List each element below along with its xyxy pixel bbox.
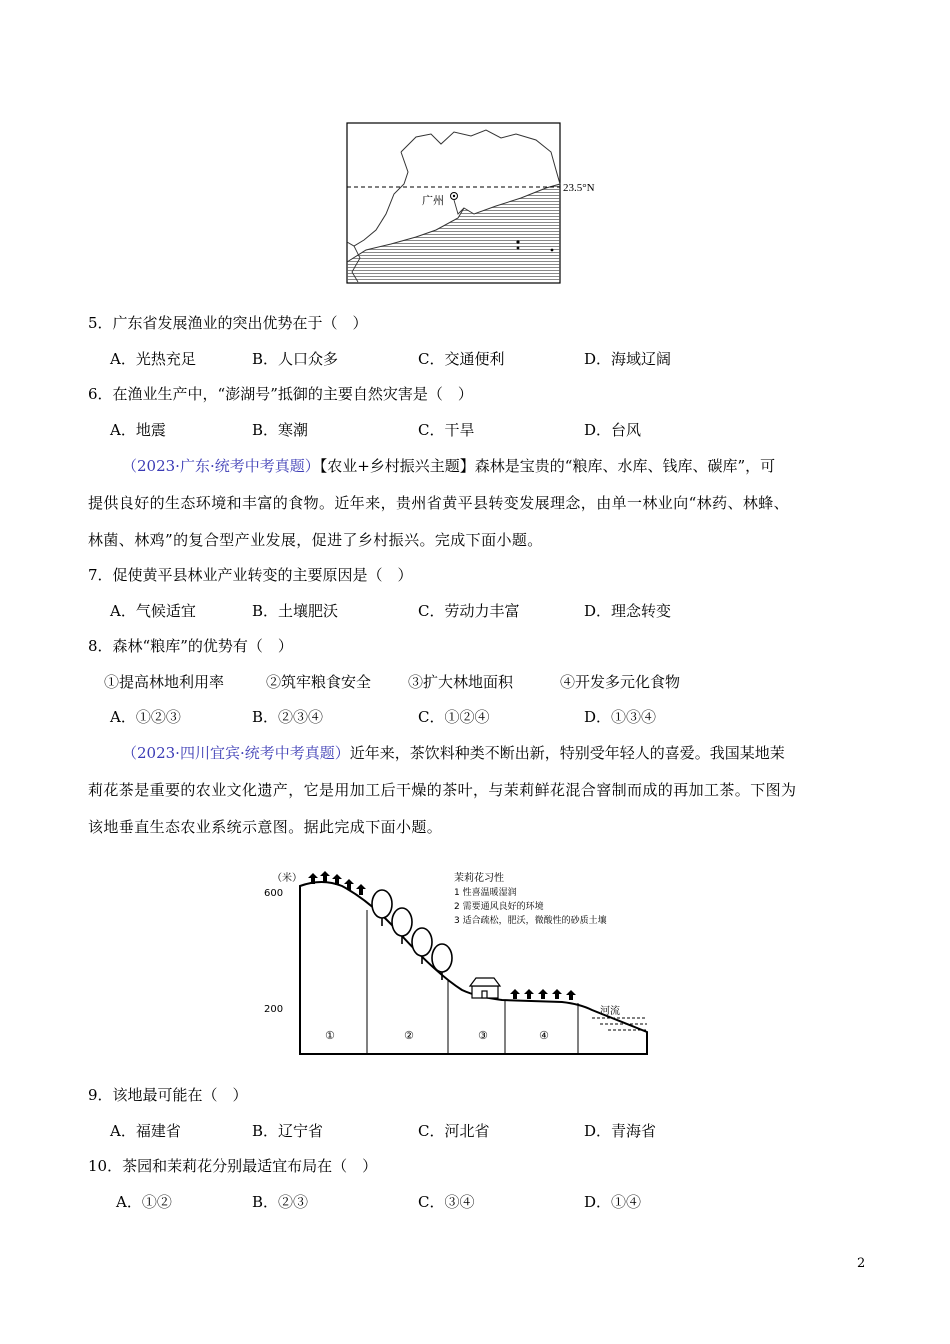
guangdong-map-figure xyxy=(346,122,606,284)
q9-option-d[interactable]: D．青海省 xyxy=(584,1122,657,1140)
q10-option-b[interactable]: B．②③ xyxy=(252,1193,309,1211)
q10-option-a[interactable]: A．①② xyxy=(116,1193,172,1211)
q8-statement-1: ①提高林地利用率 xyxy=(104,673,225,691)
profile-unit-label: （米） xyxy=(272,873,302,884)
river-label: 河流 xyxy=(600,1006,620,1017)
y-label-200: 200 xyxy=(264,1004,284,1015)
q6-option-c[interactable]: C．干旱 xyxy=(418,421,475,439)
q8-statement-3: ③扩大林地面积 xyxy=(408,673,514,691)
q8-option-a[interactable]: A．①②③ xyxy=(110,708,181,726)
q7-option-d[interactable]: D．理念转变 xyxy=(584,602,672,620)
island-dot xyxy=(516,240,519,243)
q8-option-c[interactable]: C．①②④ xyxy=(418,708,490,726)
zone-2-label: ② xyxy=(404,1029,414,1042)
question-9-stem: 9．该地最可能在（ ） xyxy=(88,1086,248,1104)
q5-option-a[interactable]: A．光热充足 xyxy=(110,350,196,368)
question-5-stem: 5．广东省发展渔业的突出优势在于（ ） xyxy=(88,314,368,332)
zone-3-label: ③ xyxy=(478,1029,488,1042)
q7-option-a[interactable]: A．气候适宜 xyxy=(110,602,196,620)
legend-title: 茉莉花习性 xyxy=(454,873,504,884)
vertical-agriculture-profile-figure xyxy=(262,864,682,1060)
passage-3-line-2: 莉花茶是重要的农业文化遗产，它是用加工后干燥的茶叶，与茉莉鲜花混合窨制而成的再加工茶。下图为 xyxy=(88,781,797,799)
q9-option-b[interactable]: B．辽宁省 xyxy=(252,1122,324,1140)
farmhouse xyxy=(470,978,500,998)
jasmine-shrubs xyxy=(510,989,576,1000)
q6-option-d[interactable]: D．台风 xyxy=(584,421,642,439)
passage-3-line-1: （2023·四川宜宾·统考中考真题）近年来，茶饮料种类不断出新，特别受年轻人的喜爱。我国某地茉 xyxy=(122,744,785,762)
island-dot xyxy=(551,249,554,252)
page-number: 2 xyxy=(857,1256,866,1271)
passage-2-line-1: （2023·广东·统考中考真题）【农业+乡村振兴主题】森林是宝贵的“粮库、水库、钱库、碳库”，可 xyxy=(122,457,776,475)
zone-1-label: ① xyxy=(325,1029,335,1042)
latitude-label: 23.5°N xyxy=(563,182,595,194)
legend-item-2: 2 需要通风良好的环境 xyxy=(454,902,544,912)
legend-item-3: 3 适合疏松，肥沃，微酸性的砂质土壤 xyxy=(454,916,607,926)
q9-option-a[interactable]: A．福建省 xyxy=(110,1122,181,1140)
passage-2-line-3: 林菌、林鸡”的复合型产业发展，促进了乡村振兴。完成下面小题。 xyxy=(88,531,543,549)
q6-option-b[interactable]: B．寒潮 xyxy=(252,421,309,439)
q8-statement-4: ④开发多元化食物 xyxy=(560,673,681,691)
q5-option-d[interactable]: D．海域辽阔 xyxy=(584,350,672,368)
q8-option-d[interactable]: D．①③④ xyxy=(584,708,657,726)
passage-2-line-2: 提供良好的生态环境和丰富的食物。近年来，贵州省黄平县转变发展理念，由单一林业向“林药、林蜂、 xyxy=(88,494,790,512)
question-10-stem: 10．茶园和茉莉花分别最适宜布局在（ ） xyxy=(88,1157,378,1175)
q8-statement-2: ②筑牢粮食安全 xyxy=(266,673,372,691)
q7-option-b[interactable]: B．土壤肥沃 xyxy=(252,602,339,620)
legend-item-1: 1 性喜温暖湿润 xyxy=(454,888,517,898)
q10-option-c[interactable]: C．③④ xyxy=(418,1193,475,1211)
q10-option-d[interactable]: D．①④ xyxy=(584,1193,642,1211)
city-label: 广州 xyxy=(422,194,444,207)
island-dot xyxy=(517,247,520,250)
passage-3-source: （2023·四川宜宾·统考中考真题） xyxy=(122,744,350,762)
zone-4-label: ④ xyxy=(539,1029,549,1042)
q6-option-a[interactable]: A．地震 xyxy=(110,421,166,439)
question-6-stem: 6．在渔业生产中，“澎湖号”抵御的主要自然灾害是（ ） xyxy=(88,385,473,403)
passage-2-source: （2023·广东·统考中考真题） xyxy=(122,457,320,475)
q7-option-c[interactable]: C．劳动力丰富 xyxy=(418,602,520,620)
question-8-stem: 8．森林“粮库”的优势有（ ） xyxy=(88,637,293,655)
q5-option-b[interactable]: B．人口众多 xyxy=(252,350,339,368)
q8-option-b[interactable]: B．②③④ xyxy=(252,708,324,726)
question-7-stem: 7．促使黄平县林业产业转变的主要原因是（ ） xyxy=(88,566,413,584)
q9-option-c[interactable]: C．河北省 xyxy=(418,1122,490,1140)
passage-3-line-3: 该地垂直生态农业系统示意图。据此完成下面小题。 xyxy=(88,818,443,836)
y-label-600: 600 xyxy=(264,888,284,899)
q5-option-c[interactable]: C．交通便利 xyxy=(418,350,505,368)
